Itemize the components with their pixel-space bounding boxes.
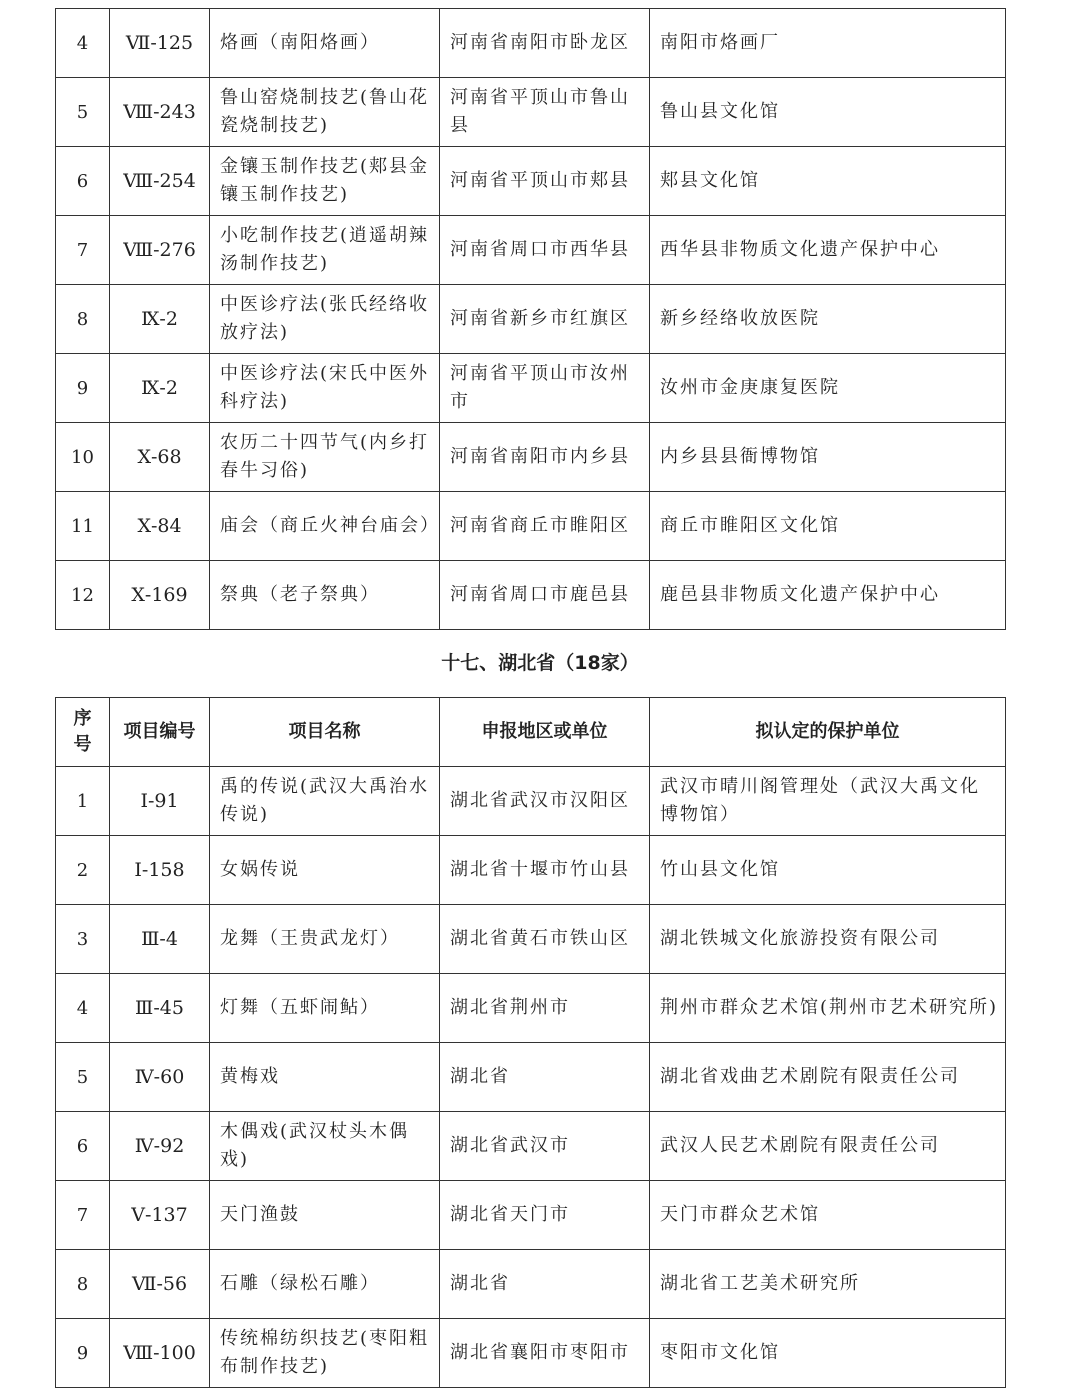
cell-project-name: 中医诊疗法(宋氏中医外科疗法) <box>210 354 440 423</box>
table-row <box>56 423 1006 492</box>
cell-code: Ⅷ-100 <box>110 1319 210 1388</box>
cell-seq: 11 <box>56 492 110 561</box>
cell-seq: 7 <box>56 1181 110 1250</box>
table-row <box>56 1319 1006 1388</box>
cell-seq: 9 <box>56 1319 110 1388</box>
table-row <box>56 285 1006 354</box>
cell-project-name: 鲁山窑烧制技艺(鲁山花瓷烧制技艺) <box>210 78 440 147</box>
header-name: 项目名称 <box>210 698 440 767</box>
cell-project-name: 石雕（绿松石雕） <box>210 1250 440 1319</box>
cell-region: 河南省平顶山市汝州市 <box>440 354 650 423</box>
cell-code: Ⅸ-2 <box>110 354 210 423</box>
cell-seq: 3 <box>56 905 110 974</box>
hubei-table <box>55 697 1006 1388</box>
cell-region: 河南省周口市西华县 <box>440 216 650 285</box>
cell-seq: 5 <box>56 78 110 147</box>
cell-seq: 5 <box>56 1043 110 1112</box>
cell-region: 湖北省 <box>440 1250 650 1319</box>
header-code: 项目编号 <box>110 698 210 767</box>
cell-protection-unit: 湖北省工艺美术研究所 <box>650 1250 1006 1319</box>
cell-protection-unit: 西华县非物质文化遗产保护中心 <box>650 216 1006 285</box>
cell-seq: 6 <box>56 1112 110 1181</box>
cell-region: 湖北省荆州市 <box>440 974 650 1043</box>
cell-code: Ⅷ-243 <box>110 78 210 147</box>
cell-code: Ⅹ-68 <box>110 423 210 492</box>
cell-seq: 6 <box>56 147 110 216</box>
table-row <box>56 905 1006 974</box>
cell-seq: 4 <box>56 974 110 1043</box>
cell-protection-unit: 荆州市群众艺术馆(荆州市艺术研究所) <box>650 974 1006 1043</box>
cell-project-name: 灯舞（五虾闹鲇） <box>210 974 440 1043</box>
cell-protection-unit: 南阳市烙画厂 <box>650 9 1006 78</box>
cell-code: Ⅹ-84 <box>110 492 210 561</box>
cell-seq: 9 <box>56 354 110 423</box>
cell-region: 湖北省 <box>440 1043 650 1112</box>
cell-project-name: 龙舞（王贵武龙灯） <box>210 905 440 974</box>
cell-region: 河南省新乡市红旗区 <box>440 285 650 354</box>
cell-project-name: 小吃制作技艺(逍遥胡辣汤制作技艺) <box>210 216 440 285</box>
cell-region: 湖北省天门市 <box>440 1181 650 1250</box>
cell-region: 湖北省十堰市竹山县 <box>440 836 650 905</box>
cell-protection-unit: 武汉市晴川阁管理处（武汉大禹文化博物馆） <box>650 767 1006 836</box>
cell-protection-unit: 湖北省戏曲艺术剧院有限责任公司 <box>650 1043 1006 1112</box>
cell-protection-unit: 天门市群众艺术馆 <box>650 1181 1006 1250</box>
table-row <box>56 1181 1006 1250</box>
cell-project-name: 黄梅戏 <box>210 1043 440 1112</box>
cell-region: 河南省南阳市卧龙区 <box>440 9 650 78</box>
cell-code: Ⅰ-91 <box>110 767 210 836</box>
cell-seq: 4 <box>56 9 110 78</box>
cell-seq: 8 <box>56 1250 110 1319</box>
cell-code: Ⅰ-158 <box>110 836 210 905</box>
cell-protection-unit: 湖北铁城文化旅游投资有限公司 <box>650 905 1006 974</box>
cell-code: Ⅶ-56 <box>110 1250 210 1319</box>
cell-code: Ⅴ-137 <box>110 1181 210 1250</box>
cell-project-name: 天门渔鼓 <box>210 1181 440 1250</box>
cell-protection-unit: 竹山县文化馆 <box>650 836 1006 905</box>
cell-protection-unit: 商丘市睢阳区文化馆 <box>650 492 1006 561</box>
cell-region: 河南省南阳市内乡县 <box>440 423 650 492</box>
henan-table <box>55 8 1006 630</box>
header-unit: 拟认定的保护单位 <box>650 698 1006 767</box>
cell-region: 河南省平顶山市鲁山县 <box>440 78 650 147</box>
table-row <box>56 492 1006 561</box>
cell-project-name: 中医诊疗法(张氏经络收放疗法) <box>210 285 440 354</box>
header-seq: 序号 <box>56 698 110 767</box>
cell-project-name: 庙会（商丘火神台庙会） <box>210 492 440 561</box>
cell-region: 河南省商丘市睢阳区 <box>440 492 650 561</box>
cell-project-name: 金镶玉制作技艺(郏县金镶玉制作技艺) <box>210 147 440 216</box>
table-row <box>56 974 1006 1043</box>
cell-protection-unit: 新乡经络收放医院 <box>650 285 1006 354</box>
table-row <box>56 147 1006 216</box>
cell-seq: 10 <box>56 423 110 492</box>
henan-table-body <box>56 9 1006 630</box>
cell-project-name: 木偶戏(武汉杖头木偶戏) <box>210 1112 440 1181</box>
cell-project-name: 祭典（老子祭典） <box>210 561 440 630</box>
cell-seq: 12 <box>56 561 110 630</box>
cell-code: Ⅷ-254 <box>110 147 210 216</box>
cell-seq: 2 <box>56 836 110 905</box>
table-row <box>56 9 1006 78</box>
cell-project-name: 禹的传说(武汉大禹治水传说) <box>210 767 440 836</box>
section-title: 十七、湖北省（18家） <box>441 652 639 674</box>
table-row <box>56 767 1006 836</box>
table-row <box>56 216 1006 285</box>
cell-region: 湖北省襄阳市枣阳市 <box>440 1319 650 1388</box>
cell-protection-unit: 鹿邑县非物质文化遗产保护中心 <box>650 561 1006 630</box>
cell-protection-unit: 汝州市金庚康复医院 <box>650 354 1006 423</box>
table-row <box>56 561 1006 630</box>
header-region: 申报地区或单位 <box>440 698 650 767</box>
table-row <box>56 1043 1006 1112</box>
table-row <box>56 1112 1006 1181</box>
cell-code: Ⅲ-4 <box>110 905 210 974</box>
cell-region: 河南省周口市鹿邑县 <box>440 561 650 630</box>
cell-protection-unit: 枣阳市文化馆 <box>650 1319 1006 1388</box>
cell-protection-unit: 鲁山县文化馆 <box>650 78 1006 147</box>
cell-seq: 7 <box>56 216 110 285</box>
cell-code: Ⅷ-276 <box>110 216 210 285</box>
cell-protection-unit: 内乡县县衙博物馆 <box>650 423 1006 492</box>
cell-code: Ⅶ-125 <box>110 9 210 78</box>
cell-region: 湖北省武汉市 <box>440 1112 650 1181</box>
cell-region: 河南省平顶山市郏县 <box>440 147 650 216</box>
table-row <box>56 1250 1006 1319</box>
cell-seq: 1 <box>56 767 110 836</box>
cell-project-name: 女娲传说 <box>210 836 440 905</box>
table-row <box>56 836 1006 905</box>
cell-project-name: 传统棉纺织技艺(枣阳粗布制作技艺) <box>210 1319 440 1388</box>
cell-project-name: 农历二十四节气(内乡打春牛习俗) <box>210 423 440 492</box>
cell-region: 湖北省武汉市汉阳区 <box>440 767 650 836</box>
cell-protection-unit: 郏县文化馆 <box>650 147 1006 216</box>
table-header-row <box>56 698 1006 767</box>
table-row <box>56 354 1006 423</box>
cell-protection-unit: 武汉人民艺术剧院有限责任公司 <box>650 1112 1006 1181</box>
table-row <box>56 78 1006 147</box>
cell-code: Ⅸ-2 <box>110 285 210 354</box>
cell-region: 湖北省黄石市铁山区 <box>440 905 650 974</box>
cell-seq: 8 <box>56 285 110 354</box>
cell-code: Ⅹ-169 <box>110 561 210 630</box>
cell-project-name: 烙画（南阳烙画） <box>210 9 440 78</box>
cell-code: Ⅳ-60 <box>110 1043 210 1112</box>
hubei-table-body <box>56 767 1006 1388</box>
cell-code: Ⅲ-45 <box>110 974 210 1043</box>
cell-code: Ⅳ-92 <box>110 1112 210 1181</box>
